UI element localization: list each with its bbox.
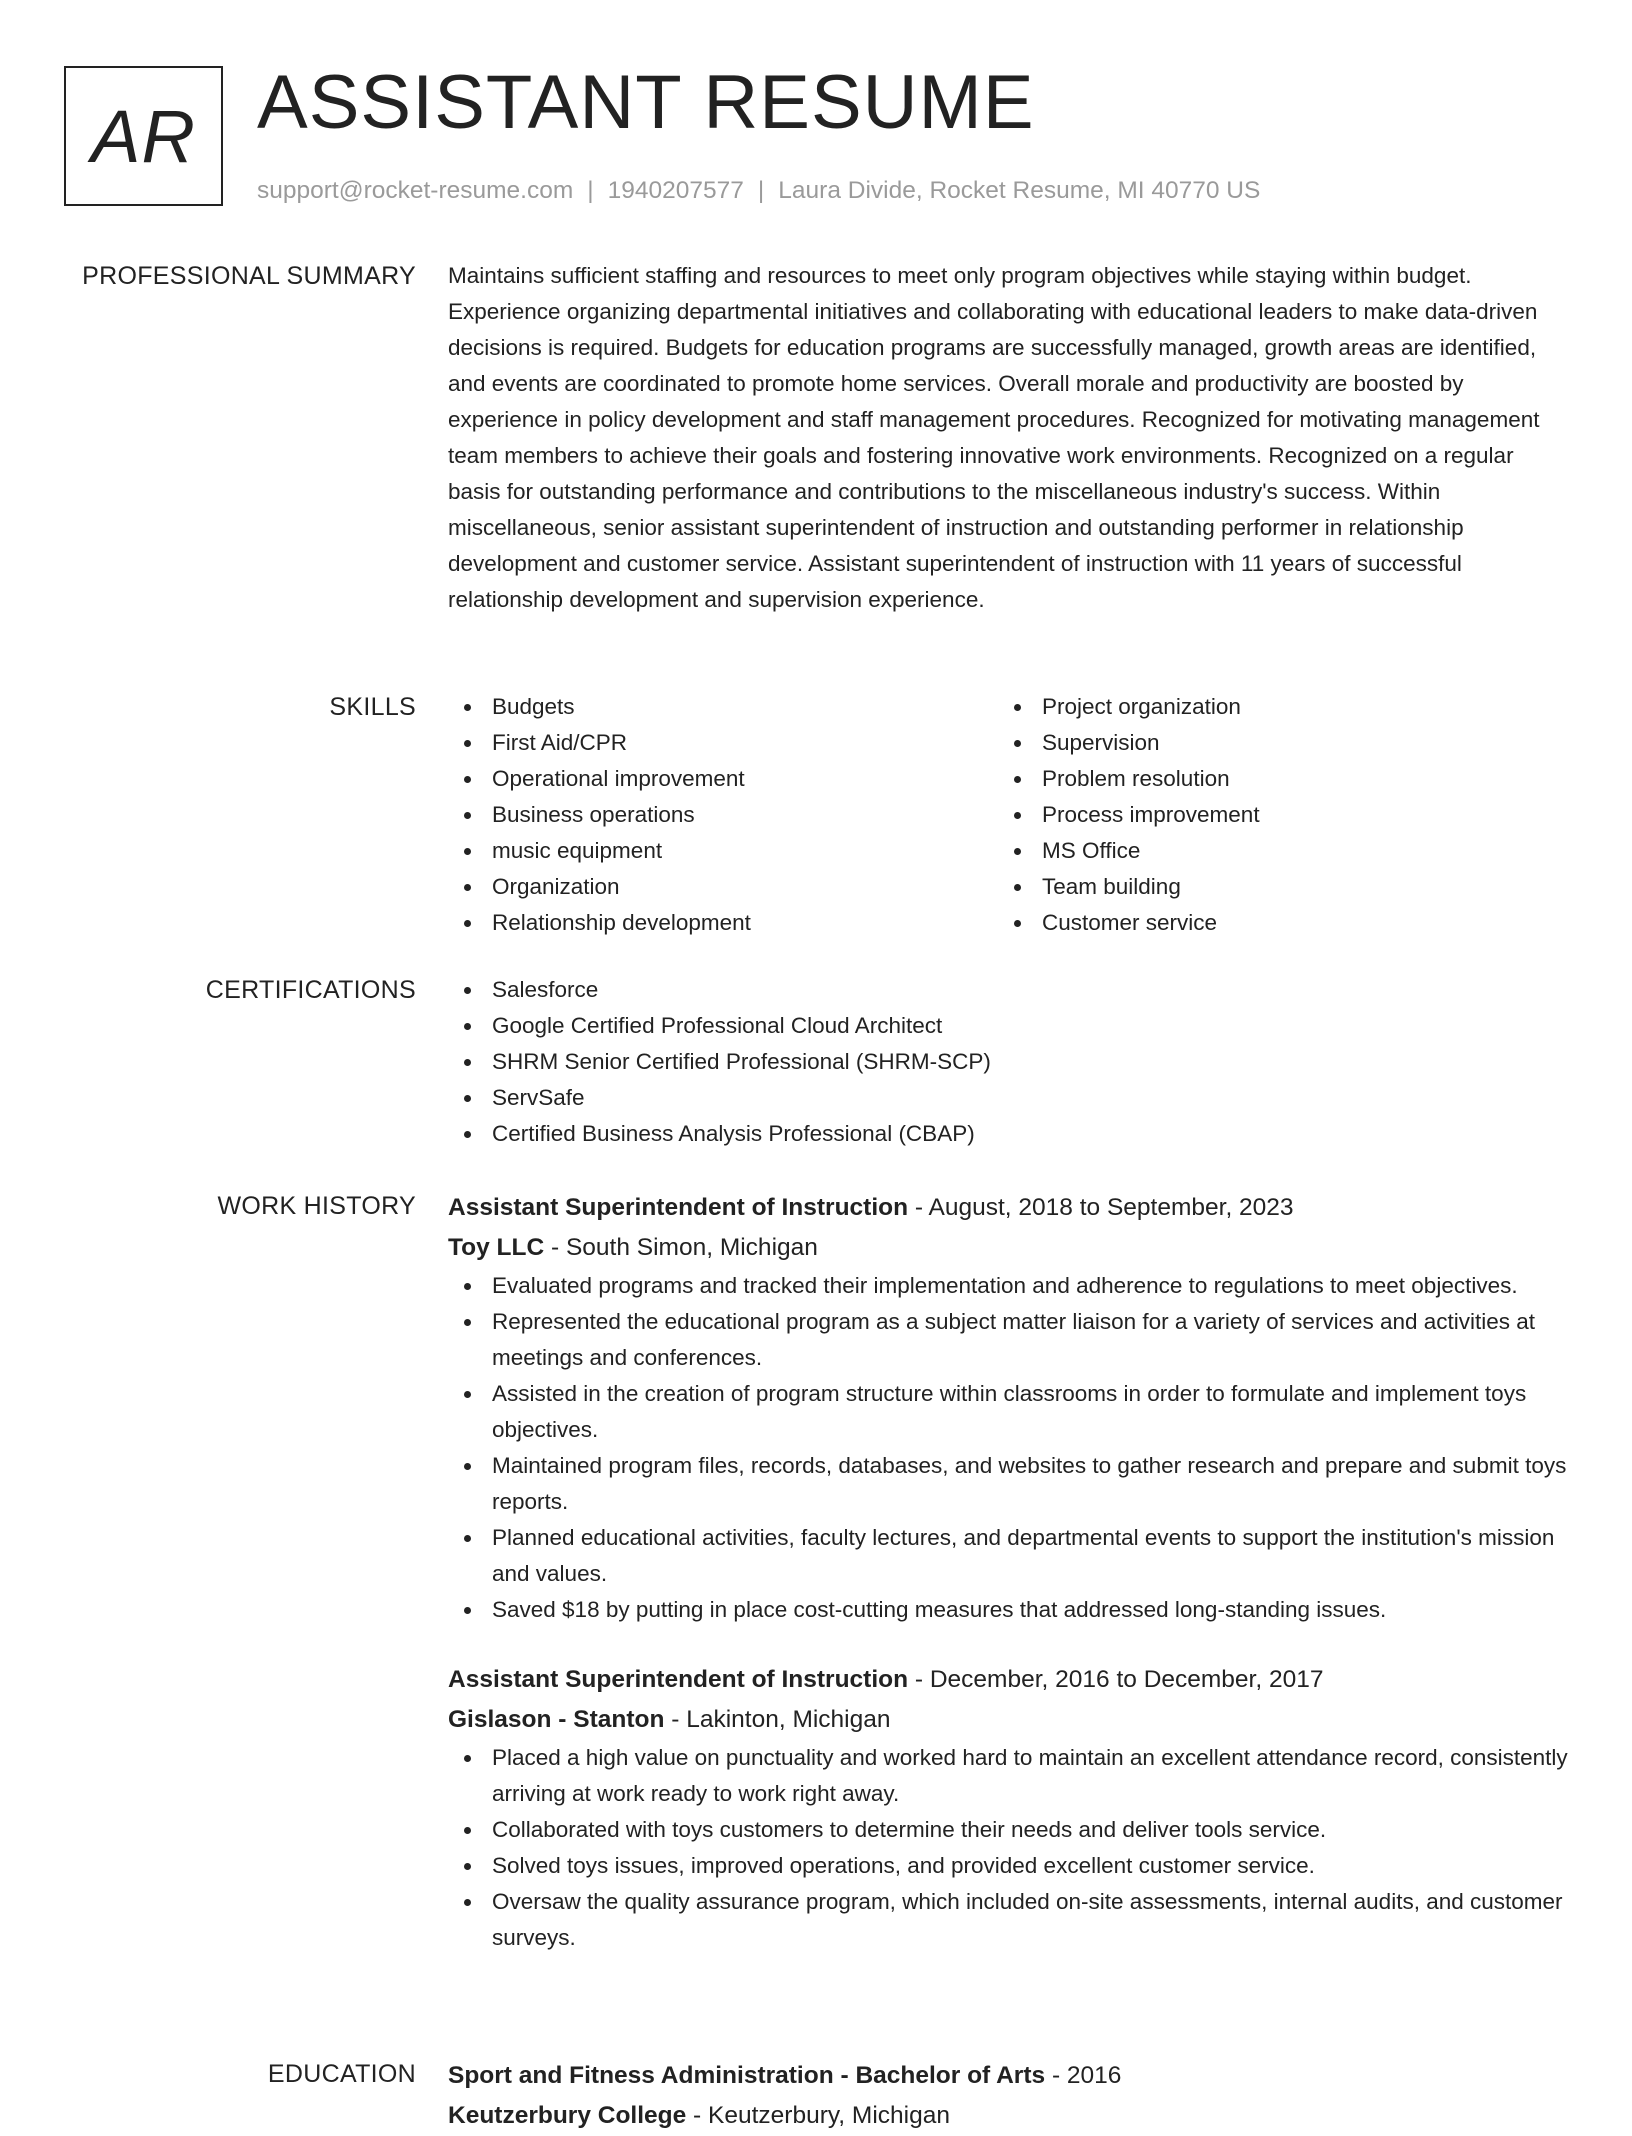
certification-item: Certified Business Analysis Professional (CBAP)	[492, 1116, 1568, 1152]
skill-item: Relationship development	[492, 905, 998, 941]
education-school-line	[448, 2096, 1568, 2136]
job-bullet: Represented the educational program as a subject matter liaison for a variety of services and activities at meetings and conferences.	[492, 1304, 1568, 1376]
skill-item: Customer service	[1042, 905, 1548, 941]
job-dates: - August, 2018 to September, 2023	[908, 1194, 1294, 1221]
education-degree-line	[448, 2056, 1568, 2096]
skills-column-left	[448, 689, 998, 941]
contact-email: support@rocket-resume.com	[257, 177, 574, 204]
contact-separator: |	[587, 177, 594, 204]
education-year: - 2016	[1045, 2062, 1122, 2089]
job-bullet: Maintained program files, records, databases, and websites to gather research and prepare and submit toys reports.	[492, 1448, 1568, 1520]
job-title-line	[448, 1188, 1568, 1228]
contact-address: Laura Divide, Rocket Resume, MI 40770 US	[778, 177, 1261, 204]
skills-heading: SKILLS	[329, 693, 416, 721]
job-role: Assistant Superintendent of Instruction	[448, 1666, 909, 1693]
skill-item: Project organization	[1042, 689, 1548, 725]
skill-item: Team building	[1042, 869, 1548, 905]
certifications-body	[448, 972, 1568, 1152]
skills-column-right	[998, 689, 1548, 941]
certifications-heading: CERTIFICATIONS	[205, 976, 416, 1004]
skill-item: Process improvement	[1042, 797, 1548, 833]
job-location: - Lakinton, Michigan	[664, 1706, 891, 1733]
job-dates: - December, 2016 to December, 2017	[908, 1666, 1324, 1693]
job-entry	[448, 1188, 1568, 1628]
job-bullets	[448, 1268, 1568, 1628]
contact-phone: 1940207577	[607, 177, 744, 204]
summary-heading: PROFESSIONAL SUMMARY	[82, 262, 416, 290]
certification-item: SHRM Senior Certified Professional (SHRM-SCP)	[492, 1044, 1568, 1080]
summary-text: Maintains sufficient staffing and resources to meet only program objectives while staying within budget. Experience organizing departmental initiatives and collaborating with educational leaders to make data-driven decisions is required. Budgets for education programs are successfully managed, growth areas are identified, and events are coordinated to promote home services. Overall morale and productivity are boosted by experience in policy development and staff management procedures. Recognized for motivating management team members to achieve their goals and fostering innovative work environments. Recognized on a regular basis for outstanding performance and contributions to the miscellaneous industry's success. Within miscellaneous, senior assistant superintendent of instruction and outstanding performer in relationship development and customer service. Assistant superintendent of instruction with 11 years of successful relationship development and supervision experience.	[448, 263, 1540, 612]
job-company: Toy LLC	[448, 1234, 545, 1261]
certification-item: Google Certified Professional Cloud Architect	[492, 1008, 1568, 1044]
education-heading: EDUCATION	[267, 2060, 416, 2088]
skill-item: Budgets	[492, 689, 998, 725]
job-company: Gislason - Stanton	[448, 1706, 665, 1733]
skill-item: First Aid/CPR	[492, 725, 998, 761]
education-degree: Sport and Fitness Administration - Bachelor of Arts	[448, 2062, 1046, 2089]
skill-item: MS Office	[1042, 833, 1548, 869]
skill-item: music equipment	[492, 833, 998, 869]
job-company-line	[448, 1228, 1568, 1268]
job-bullets	[448, 1740, 1568, 1956]
resume-title: ASSISTANT RESUME	[257, 60, 1035, 145]
education-location: - Keutzerbury, Michigan	[686, 2102, 950, 2129]
job-company-line	[448, 1700, 1568, 1740]
job-bullet: Saved $18 by putting in place cost-cutting measures that addressed long-standing issues.	[492, 1592, 1568, 1628]
certification-item: Salesforce	[492, 972, 1568, 1008]
job-title-line	[448, 1660, 1568, 1700]
contact-separator: |	[757, 177, 765, 204]
skill-item: Problem resolution	[1042, 761, 1548, 797]
summary-body	[448, 258, 1568, 618]
job-bullet: Planned educational activities, faculty lectures, and departmental events to support the institution's mission and values.	[492, 1520, 1568, 1592]
job-bullet: Solved toys issues, improved operations, and provided excellent customer service.	[492, 1848, 1568, 1884]
job-role: Assistant Superintendent of Instruction	[448, 1194, 909, 1221]
job-bullet: Oversaw the quality assurance program, which included on-site assessments, internal audits, and customer surveys.	[492, 1884, 1568, 1956]
certification-item: ServSafe	[492, 1080, 1568, 1116]
job-bullet: Evaluated programs and tracked their implementation and adherence to regulations to meet objectives.	[492, 1268, 1568, 1304]
monogram-logo: AR	[64, 66, 223, 206]
job-bullet: Collaborated with toys customers to determine their needs and deliver tools service.	[492, 1812, 1568, 1848]
work-history-heading: WORK HISTORY	[217, 1192, 416, 1220]
skill-item: Supervision	[1042, 725, 1548, 761]
job-entry	[448, 1660, 1568, 1956]
education-school: Keutzerbury College	[448, 2102, 687, 2129]
skill-item: Organization	[492, 869, 998, 905]
job-location: - South Simon, Michigan	[544, 1234, 818, 1261]
work-history-body	[448, 1188, 1568, 1988]
job-bullet: Assisted in the creation of program structure within classrooms in order to formulate and implement toys objectives.	[492, 1376, 1568, 1448]
job-bullet: Placed a high value on punctuality and worked hard to maintain an excellent attendance record, consistently arriving at work ready to work right away.	[492, 1740, 1568, 1812]
skills-body	[448, 689, 1568, 941]
contact-line	[257, 174, 1260, 208]
education-body	[448, 2056, 1568, 2136]
skill-item: Operational improvement	[492, 761, 998, 797]
skill-item: Business operations	[492, 797, 998, 833]
